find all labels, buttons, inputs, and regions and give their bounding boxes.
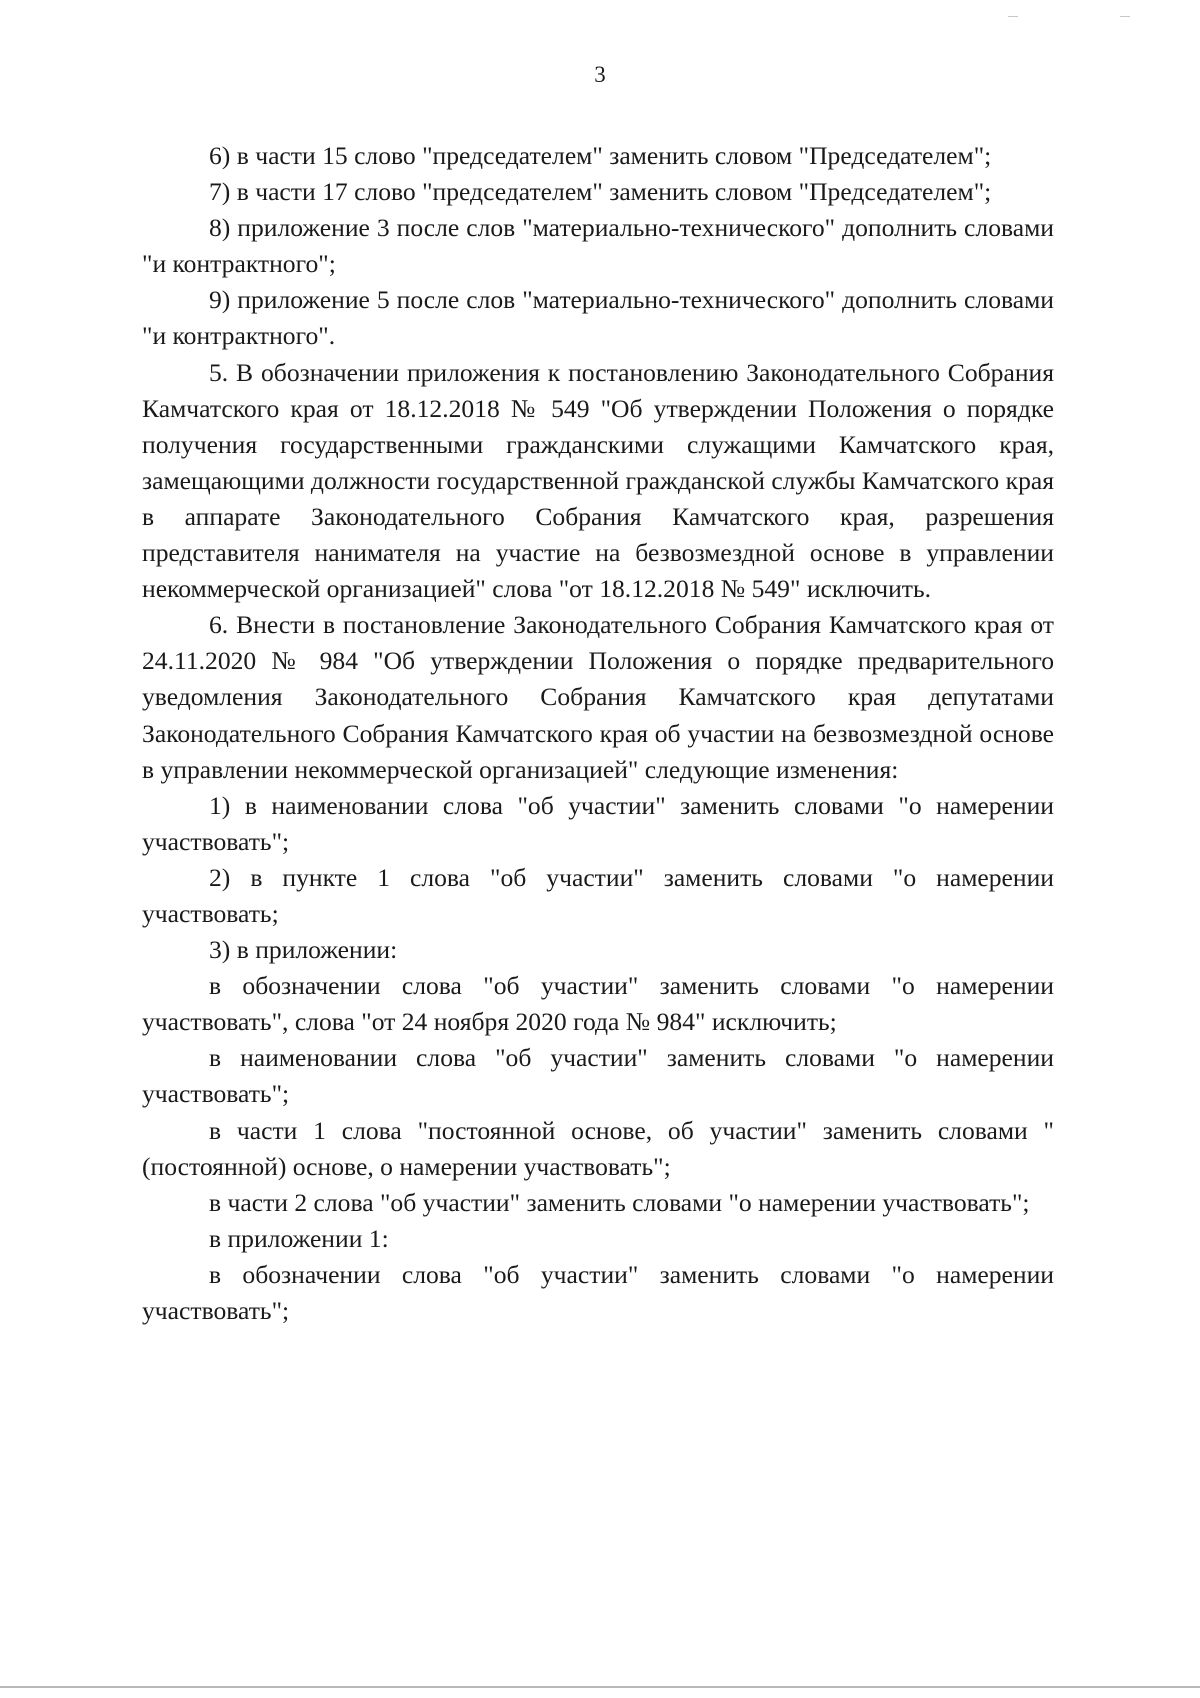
page-bottom-edge — [0, 1686, 1200, 1688]
paragraph-subitem-3: 3) в приложении: — [209, 935, 398, 965]
paragraph-part-1: в части 1 слова "постоянной основе, об участии" заменить словами "(постоянной) основе, о намерении участвовать"; — [142, 1115, 1054, 1181]
scan-mark — [1120, 16, 1130, 17]
paragraph-designation: в обозначении слова "об участии" заменить словами "о намерении участвовать", слова "от 24 ноября 2020 года № 984" исключить; — [142, 971, 1054, 1037]
paragraph-appendix-designation: в обозначении слова "об участии" заменить словами "о намерении участвовать"; — [142, 1259, 1054, 1325]
paragraph-subitem-2: 2) в пункте 1 слова "об участии" заменить словами "о намерении участвовать; — [142, 862, 1054, 928]
document-body — [142, 138, 1054, 1329]
paragraph-clause-5: 5. В обозначении приложения к постановлению Законодательного Собрания Камчатского края от 18.12.2018 № 549 "Об утверждении Положения о порядке получения государственными гражданскими служащими Камчатского края, замещающими должности государственной гражданской службы Камчатского края в аппарате Законодательного Собрания Камчатского края, разрешения представителя нанимателя на участие на безвозмездной основе в управлении некоммерческой организацией" слова "от 18.12.2018 № 549" исключить. — [142, 357, 1054, 604]
scan-mark — [1008, 16, 1018, 17]
page-number: 3 — [594, 62, 606, 87]
paragraph-part-2: в части 2 слова "об участии" заменить словами "о намерении участвовать"; — [209, 1187, 1030, 1217]
paragraph-item-8: 8) приложение 3 после слов "материально-технического" дополнить словами "и контрактного"; — [142, 213, 1054, 279]
paragraph-item-6: 6) в части 15 слово "председателем" заменить словом "Председателем"; — [209, 141, 992, 170]
paragraph-subitem-1: 1) в наименовании слова "об участии" заменить словами "о намерении участвовать"; — [142, 790, 1054, 856]
paragraph-clause-6: 6. Внести в постановление Законодательного Собрания Камчатского края от 24.11.2020 № 984 "Об утверждении Положения о порядке предварительного уведомления Законодательного Собрания Камчатского края депутатами Законодательного Собрания Камчатского края об участии на безвозмездной основе в управлении некоммерческой организацией" следующие изменения: — [142, 610, 1054, 784]
paragraph-item-7: 7) в части 17 слово "председателем" заменить словом "Председателем"; — [209, 177, 992, 207]
paragraph-name: в наименовании слова "об участии" заменить словами "о намерении участвовать"; — [142, 1043, 1054, 1109]
paragraph-item-9: 9) приложение 5 после слов "материально-технического" дополнить словами "и контрактного". — [142, 285, 1054, 351]
paragraph-appendix-1: в приложении 1: — [209, 1223, 389, 1253]
